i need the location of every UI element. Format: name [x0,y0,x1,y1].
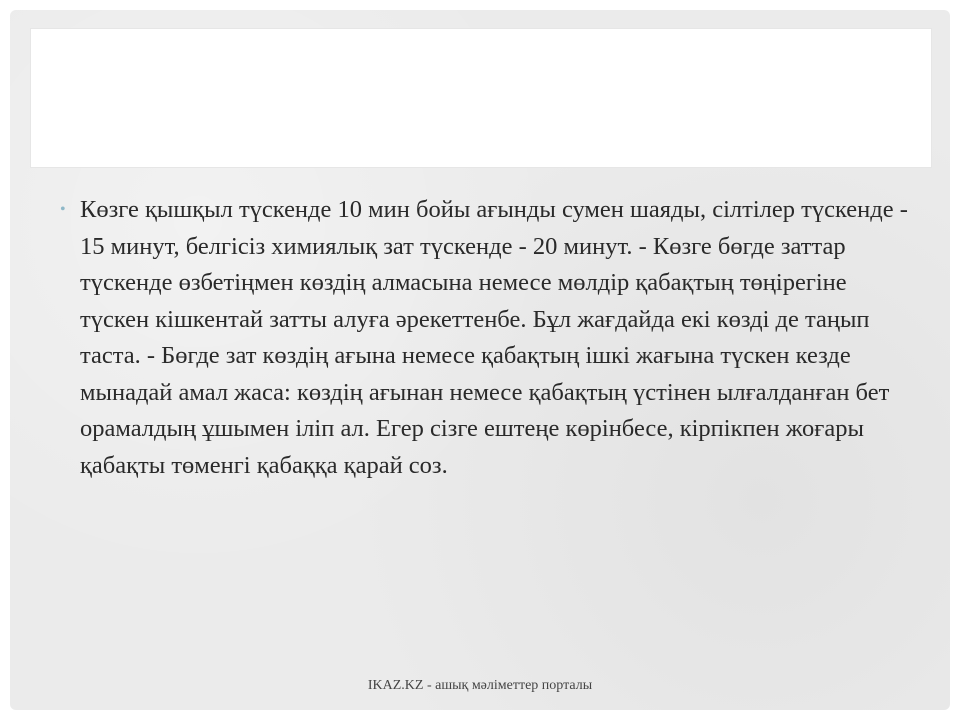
slide-footer: IKAZ.KZ - ашық мәліметтер порталы [367,678,593,693]
slide [10,10,950,710]
bullet-icon: • [60,201,66,218]
slide-title-placeholder [30,28,932,168]
body-paragraph: Көзге қышқыл түскенде 10 мин бойы ағынды сумен шаяды, сілтілер түскенде - 15 минут, белгісіз химиялық зат түскенде - 20 минут. - Көзге бөгде заттар түскенде өзбетіңмен көздің алмасына немесе мөлдір қабақтың төңірегіне түскен кішкентай затты алуға әрекеттенбе. Бұл жағдайда екі көзді де таңып таста. - Бөгде зат көздің ағына немесе қабақтың ішкі жағына түскен кезде мынадай амал жаса: көздің ағынан немесе қабақтың үстінен ылғалданған бет орамалдың ұшымен іліп ал. Егер сізге ештеңе көрінбесе, кірпікпен жоғары қабақты төменгі қабаққа қарай соз. [80,196,908,479]
slide-body [60,192,920,484]
